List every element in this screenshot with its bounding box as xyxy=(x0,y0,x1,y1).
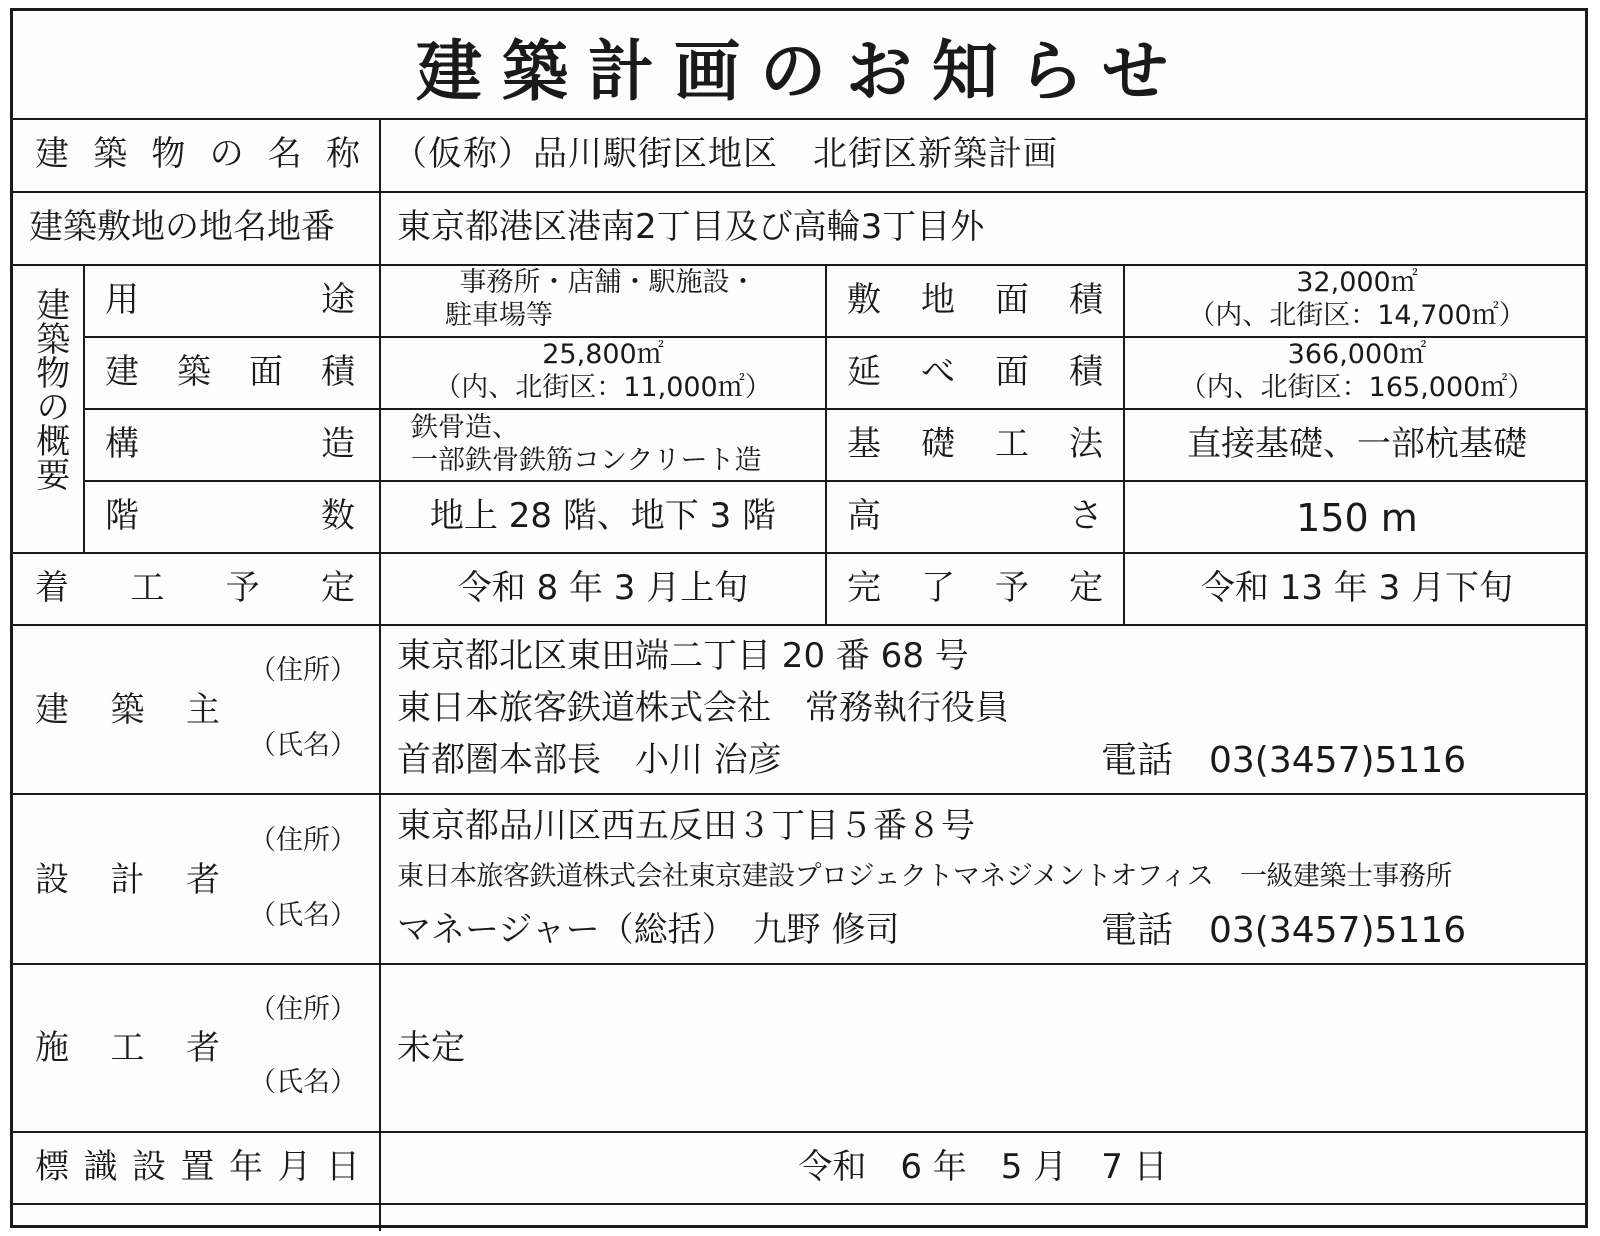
designer-address-label: （住所） xyxy=(249,825,357,856)
building-area-value-line2: （内、北街区：11,000㎡） xyxy=(434,372,772,403)
use-value-line1: 事務所・店舗・駅施設・ xyxy=(459,267,757,298)
site-area-value-line1: 32,000㎡ xyxy=(1296,267,1418,298)
owner-name-label: （氏名） xyxy=(249,730,357,761)
designer-name-line2: マネージャー（総括） 九野 修司 xyxy=(397,910,900,950)
divider xyxy=(83,336,1586,338)
floors-value: 地上 28 階、地下 3 階 xyxy=(429,496,777,536)
divider xyxy=(83,408,1586,410)
designer-label: 設 計 者 xyxy=(35,860,220,900)
use-label: 用 途 xyxy=(105,280,355,320)
floor-area-value-line1: 366,000㎡ xyxy=(1287,339,1427,370)
floor-area-label: 延 べ 面 積 xyxy=(847,352,1103,392)
use-value-line2: 駐車場等 xyxy=(445,300,553,331)
start-label: 着 工 予 定 xyxy=(35,568,355,608)
divider xyxy=(13,191,1586,193)
page-title: 建築計画のお知らせ xyxy=(415,33,1189,110)
completion-label: 完 了 予 定 xyxy=(847,568,1103,608)
site-address-label: 建築敷地の地名地番 xyxy=(29,207,335,247)
site-area-label: 敷 地 面 積 xyxy=(847,280,1103,320)
designer-phone: 電話 03(3457)5116 xyxy=(1101,910,1467,951)
notice-board xyxy=(10,8,1588,1228)
divider xyxy=(83,480,1586,482)
completion-value: 令和 13 年 3 月下旬 xyxy=(1200,568,1514,608)
divider xyxy=(1123,264,1125,624)
divider xyxy=(825,264,827,624)
divider xyxy=(13,264,1586,266)
overview-group-text: 建築物の概要 xyxy=(29,287,70,491)
height-value: 150 m xyxy=(1296,496,1418,540)
designer-address: 東京都品川区西五反田３丁目５番８号 xyxy=(397,806,975,846)
floors-label: 階 数 xyxy=(105,496,355,536)
building-name-label: 建 築 物 の 名 称 xyxy=(35,134,360,174)
building-area-label: 建 築 面 積 xyxy=(105,352,355,392)
designer-name-line1: 東日本旅客鉄道株式会社東京建設プロジェクトマネジメントオフィス 一級建築士事務所 xyxy=(397,861,1452,892)
divider xyxy=(13,963,1586,965)
divider xyxy=(379,118,381,1231)
foundation-label: 基 礎 工 法 xyxy=(847,424,1103,464)
height-label: 高 さ xyxy=(847,496,1103,536)
structure-label: 構 造 xyxy=(105,424,355,464)
divider xyxy=(13,552,1586,554)
site-address-value: 東京都港区港南2丁目及び高輪3丁目外 xyxy=(397,207,985,247)
designer-name-label: （氏名） xyxy=(249,900,357,931)
divider xyxy=(13,1203,1586,1205)
divider xyxy=(83,264,85,552)
divider xyxy=(13,118,1586,120)
site-area-value-line2: （内、北街区：14,700㎡） xyxy=(1188,300,1526,331)
overview-group-label xyxy=(27,287,71,491)
owner-name-line2: 首都圏本部長 小川 治彦 xyxy=(397,740,782,780)
start-value: 令和 8 年 3 月上旬 xyxy=(457,568,749,608)
divider xyxy=(13,793,1586,795)
owner-phone: 電話 03(3457)5116 xyxy=(1101,740,1467,781)
sign-date-label: 標 識 設 置 年 月 日 xyxy=(35,1147,360,1187)
structure-value-line2: 一部鉄骨鉄筋コンクリート造 xyxy=(411,445,762,476)
owner-name-line1: 東日本旅客鉄道株式会社 常務執行役員 xyxy=(397,688,1009,728)
building-area-value-line1: 25,800㎡ xyxy=(542,339,664,370)
divider xyxy=(13,624,1586,626)
structure-value-line1: 鉄骨造、 xyxy=(411,412,519,443)
owner-label: 建 築 主 xyxy=(35,690,220,730)
foundation-value: 直接基礎、一部杭基礎 xyxy=(1187,424,1527,464)
contractor-name-label: （氏名） xyxy=(249,1067,357,1098)
divider xyxy=(13,1131,1586,1133)
floor-area-value-line2: （内、北街区：165,000㎡） xyxy=(1179,372,1535,403)
contractor-label: 施 工 者 xyxy=(35,1028,220,1068)
contractor-value: 未定 xyxy=(397,1028,465,1068)
contractor-address-label: （住所） xyxy=(249,994,357,1025)
building-name-value: （仮称）品川駅街区地区 北街区新築計画 xyxy=(393,134,1058,174)
owner-address-label: （住所） xyxy=(249,655,357,686)
sign-date-value: 令和 6 年 5 月 7 日 xyxy=(798,1147,1168,1187)
owner-address: 東京都北区東田端二丁目 20 番 68 号 xyxy=(397,636,969,676)
